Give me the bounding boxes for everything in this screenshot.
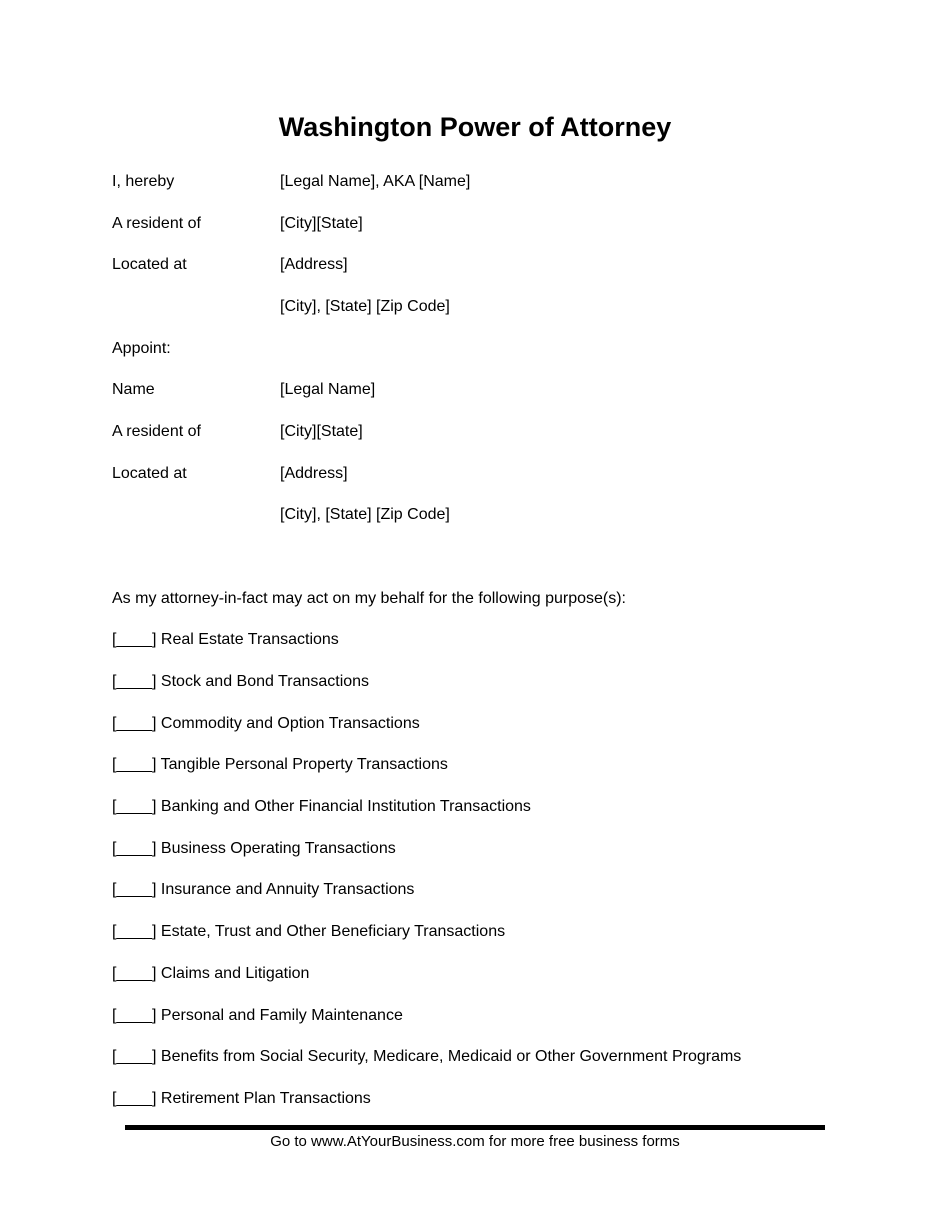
purpose-item: [____] Business Operating Transactions	[112, 840, 396, 857]
principal-address-value: [Address]	[280, 256, 348, 273]
footer-divider	[125, 1125, 825, 1130]
principal-resident-label: A resident of	[112, 215, 201, 232]
purpose-item: [____] Estate, Trust and Other Beneficiary Transactions	[112, 923, 506, 940]
agent-name-label: Name	[112, 381, 155, 398]
appoint-label: Appoint:	[112, 340, 171, 357]
principal-located-label: Located at	[112, 256, 187, 273]
agent-city-state-zip: [City], [State] [Zip Code]	[280, 506, 450, 523]
purpose-item: [____] Claims and Litigation	[112, 965, 310, 982]
purpose-item: [____] Real Estate Transactions	[112, 631, 339, 648]
purpose-item: [____] Tangible Personal Property Transactions	[112, 756, 448, 773]
purpose-intro: As my attorney-in-fact may act on my behalf for the following purpose(s):	[112, 590, 626, 607]
agent-located-label: Located at	[112, 465, 187, 482]
agent-address-value: [Address]	[280, 465, 348, 482]
agent-name-value: [Legal Name]	[280, 381, 376, 398]
footer-text: Go to www.AtYourBusiness.com for more free business forms	[270, 1133, 680, 1150]
document-title: Washington Power of Attorney	[278, 112, 672, 142]
purpose-item: [____] Personal and Family Maintenance	[112, 1007, 403, 1024]
principal-resident-value: [City][State]	[280, 215, 363, 232]
purpose-item: [____] Benefits from Social Security, Medicare, Medicaid or Other Government Programs	[112, 1048, 742, 1065]
hereby-label: I, hereby	[112, 173, 175, 190]
principal-city-state-zip: [City], [State] [Zip Code]	[280, 298, 450, 315]
purpose-item: [____] Retirement Plan Transactions	[112, 1090, 371, 1107]
purpose-item: [____] Stock and Bond Transactions	[112, 673, 370, 690]
purpose-item: [____] Insurance and Annuity Transactions	[112, 881, 415, 898]
agent-resident-value: [City][State]	[280, 423, 363, 440]
agent-resident-label: A resident of	[112, 423, 201, 440]
purpose-item: [____] Banking and Other Financial Institution Transactions	[112, 798, 531, 815]
principal-name-value: [Legal Name], AKA [Name]	[280, 173, 471, 190]
purpose-item: [____] Commodity and Option Transactions	[112, 715, 420, 732]
